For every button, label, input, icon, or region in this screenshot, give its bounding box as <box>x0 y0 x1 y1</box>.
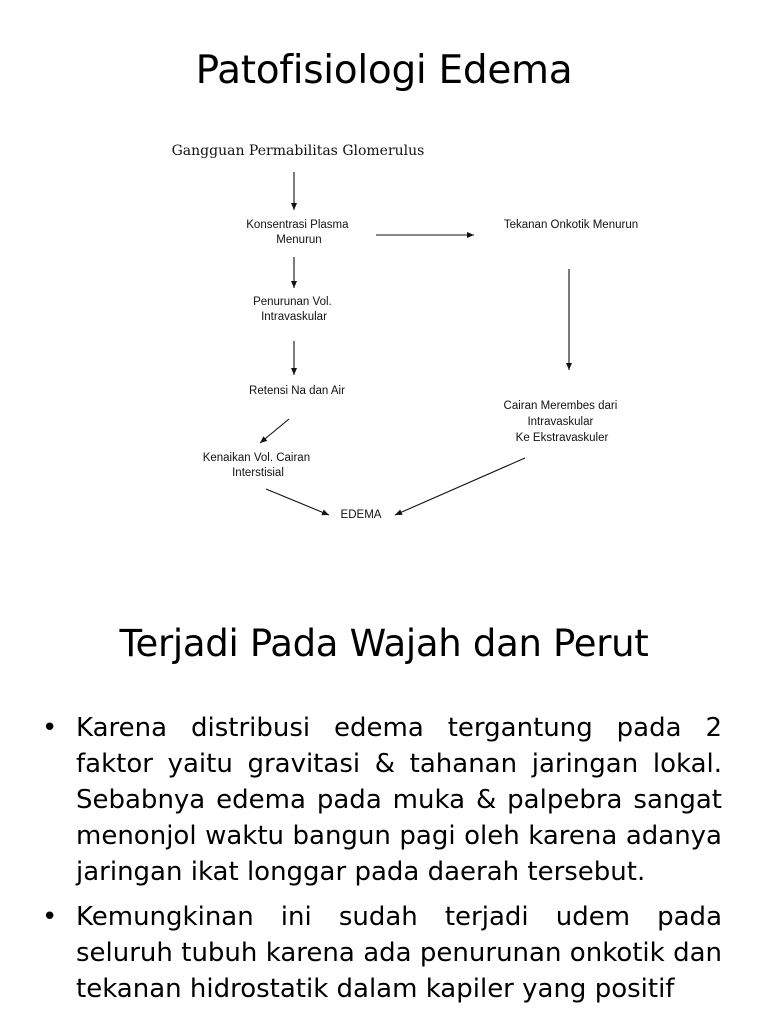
node-edema: EDEMA <box>340 509 382 521</box>
bullet-item <box>42 899 722 1007</box>
node-gangguan: Gangguan Permabilitas Glomerulus <box>171 143 425 159</box>
node-konsentrasi: Konsentrasi Plasma Menurun <box>246 219 349 246</box>
arrow-cairan-edema <box>395 458 525 515</box>
slide-title: Terjadi Pada Wajah dan Perut <box>119 622 649 665</box>
bullet-symbol: • <box>42 902 58 932</box>
node-tekanan: Tekanan Onkotik Menurun <box>503 219 639 231</box>
slide-terjadi-pada-wajah <box>0 560 768 1024</box>
node-retensi: Retensi Na dan Air <box>249 385 345 397</box>
bullet-list <box>42 710 722 1016</box>
bullet-item <box>42 710 722 890</box>
bullet-text: Kemungkinan ini sudah terjadi udem pada seluruh tubuh karena ada penurunan onkotik dan tekanan hidrostatik dalam kapiler yang positif <box>76 902 722 1004</box>
node-kenaikan: Kenaikan Vol. Cairan Interstisial <box>202 452 311 479</box>
node-penurunan: Penurunan Vol. Intravaskular <box>253 296 332 323</box>
slide-title: Patofisiologi Edema <box>195 48 573 93</box>
arrow-kenaikan-edema <box>266 489 329 515</box>
node-cairan: Cairan Merembes dari Intravaskular Ke Ekstravaskuler <box>503 400 618 444</box>
arrow-retensi-kenaikan <box>260 419 289 443</box>
bullet-text: Karena distribusi edema tergantung pada 2 faktor yaitu gravitasi & tahanan jaringan lokal. Sebabnya edema pada muka & palpebra sangat menonjol waktu bangun pagi oleh karena adanya jaringan ikat longgar pada daerah tersebut. <box>76 713 722 887</box>
bullet-symbol: • <box>42 713 58 743</box>
